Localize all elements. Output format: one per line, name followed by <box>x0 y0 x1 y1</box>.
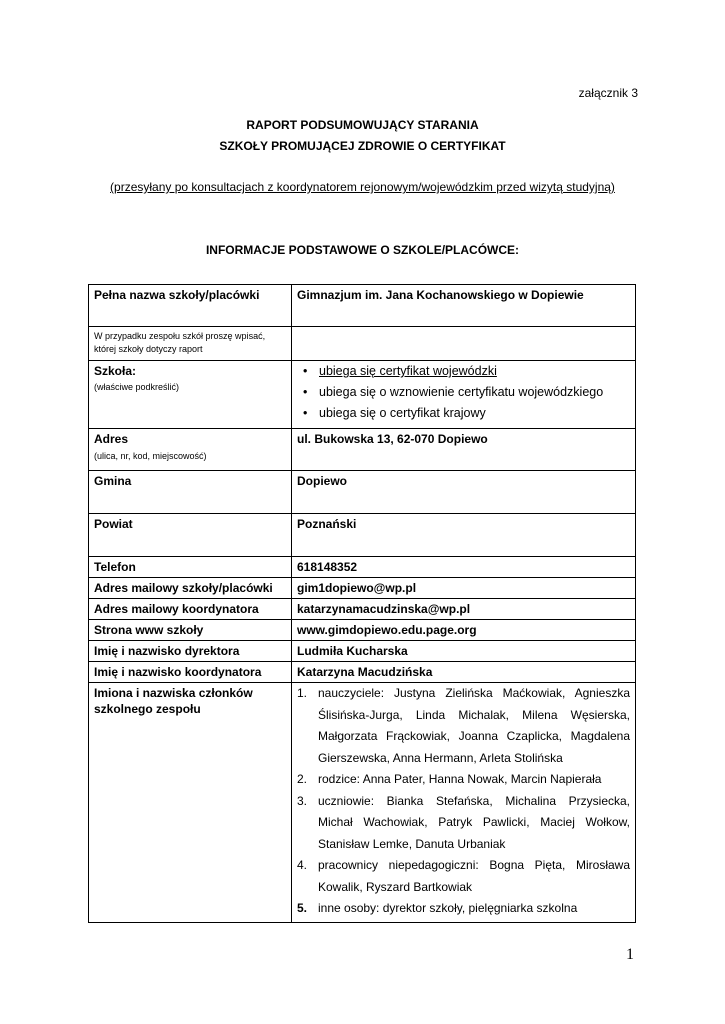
submission-note: (przesyłany po konsultacjach z koordynatorem rejonowym/wojewódzkim przed wizytą studyjną) <box>110 180 615 194</box>
director-value: Ludmiła Kucharska <box>292 641 636 662</box>
certificate-option-national[interactable]: • ubiega się o certyfikat krajowy <box>297 403 630 424</box>
list-item-number: 1. <box>297 686 308 700</box>
certificate-option-voivodeship[interactable]: • ubiega się certyfikat wojewódzki <box>297 361 630 382</box>
table-row-powiat <box>89 514 636 557</box>
table-row-full-name <box>89 285 636 327</box>
table-row-director <box>89 641 636 662</box>
school-email-label: Adres mailowy szkoły/placówki <box>89 578 292 599</box>
table-row-coordinator-email <box>89 599 636 620</box>
coordinator-value: Katarzyna Macudzińska <box>292 662 636 683</box>
school-status-cell <box>89 361 292 429</box>
list-item-text: pracownicy niepedagogiczni: Bogna Pięta, Mirosława Kowalik, Ryszard Bartkowiak <box>318 858 630 894</box>
coordinator-email-label: Adres mailowy koordynatora <box>89 599 292 620</box>
list-item-number: 3. <box>297 793 308 808</box>
coordinator-email-value: katarzynamacudzinska@wp.pl <box>292 599 636 620</box>
team-note-label: W przypadku zespołu szkół proszę wpisać, której szkoły dotyczy raport <box>89 327 292 361</box>
address-value: ul. Bukowska 13, 62-070 Dopiewo <box>292 429 636 471</box>
gmina-value: Dopiewo <box>292 471 636 514</box>
list-item-text: inne osoby: dyrektor szkoły, pielęgniarka szkolna <box>318 901 578 915</box>
team-members-list <box>292 683 636 923</box>
team-members-label: Imiona i nazwiska członków szkolnego zespołu <box>89 683 292 923</box>
table-row-team-members <box>89 683 636 923</box>
list-item <box>297 791 630 856</box>
full-name-label: Pełna nazwa szkoły/placówki <box>89 285 292 327</box>
report-title-line1: RAPORT PODSUMOWUJĄCY STARANIA <box>246 118 479 132</box>
school-email-value: gim1dopiewo@wp.pl <box>292 578 636 599</box>
table-row-team-note <box>89 327 636 361</box>
website-label: Strona www szkoły <box>89 620 292 641</box>
list-item <box>297 898 630 920</box>
page-number: 1 <box>626 946 634 963</box>
list-item-text: rodzice: Anna Pater, Hanna Nowak, Marcin Napierała <box>318 772 602 786</box>
list-item-text: uczniowie: Bianka Stefańska, Michalina Przysiecka, Michał Wachowiak, Patryk Pawlicki, Maciej Wołkow, Stanisław Lemke, Danuta Urbaniak <box>318 793 630 851</box>
school-status-options <box>292 361 636 429</box>
address-label: Adres <box>94 432 129 446</box>
table-row-website <box>89 620 636 641</box>
table-row-phone <box>89 557 636 578</box>
list-item-number: 2. <box>297 772 308 786</box>
website-value: www.gimdopiewo.edu.page.org <box>292 620 636 641</box>
annex-label: załącznik 3 <box>578 86 638 100</box>
list-item-number: 4. <box>297 858 308 872</box>
powiat-value: Poznański <box>292 514 636 557</box>
list-item <box>297 855 630 898</box>
table-row-address <box>89 429 636 471</box>
school-status-label: Szkoła: <box>94 364 137 378</box>
phone-label: Telefon <box>89 557 292 578</box>
list-item-number: 5. <box>297 901 308 915</box>
powiat-label: Powiat <box>89 514 292 557</box>
phone-value: 618148352 <box>292 557 636 578</box>
school-status-hint: (właściwe podkreślić) <box>94 382 180 392</box>
certificate-option-renewal[interactable]: • ubiega się o wznowienie certyfikatu wojewódzkiego <box>297 382 630 403</box>
address-cell <box>89 429 292 471</box>
table-row-school-status <box>89 361 636 429</box>
section-title: INFORMACJE PODSTAWOWE O SZKOLE/PLACÓWCE: <box>205 243 520 257</box>
coordinator-label: Imię i nazwisko koordynatora <box>89 662 292 683</box>
team-note-value <box>292 327 636 361</box>
full-name-value: Gimnazjum im. Jana Kochanowskiego w Dopiewie <box>292 285 636 327</box>
table-row-school-email <box>89 578 636 599</box>
address-hint: (ulica, nr, kod, miejscowość) <box>94 451 207 461</box>
list-item <box>297 769 630 791</box>
school-info-table <box>88 284 636 923</box>
list-item <box>297 683 630 769</box>
table-row-gmina <box>89 471 636 514</box>
director-label: Imię i nazwisko dyrektora <box>89 641 292 662</box>
list-item-text: nauczyciele: Justyna Zielińska Maćkowiak, Agnieszka Ślisińska-Jurga, Linda Michalak, Milena Węsierska, Małgorzata Frąckowiak, Joanna Czaplicka, Magdalena Gierszewska, Anna Hermann, Arleta Stolińska <box>318 686 630 765</box>
gmina-label: Gmina <box>89 471 292 514</box>
report-title-line2: SZKOŁY PROMUJĄCEJ ZDROWIE O CERTYFIKAT <box>219 139 506 153</box>
table-row-coordinator <box>89 662 636 683</box>
